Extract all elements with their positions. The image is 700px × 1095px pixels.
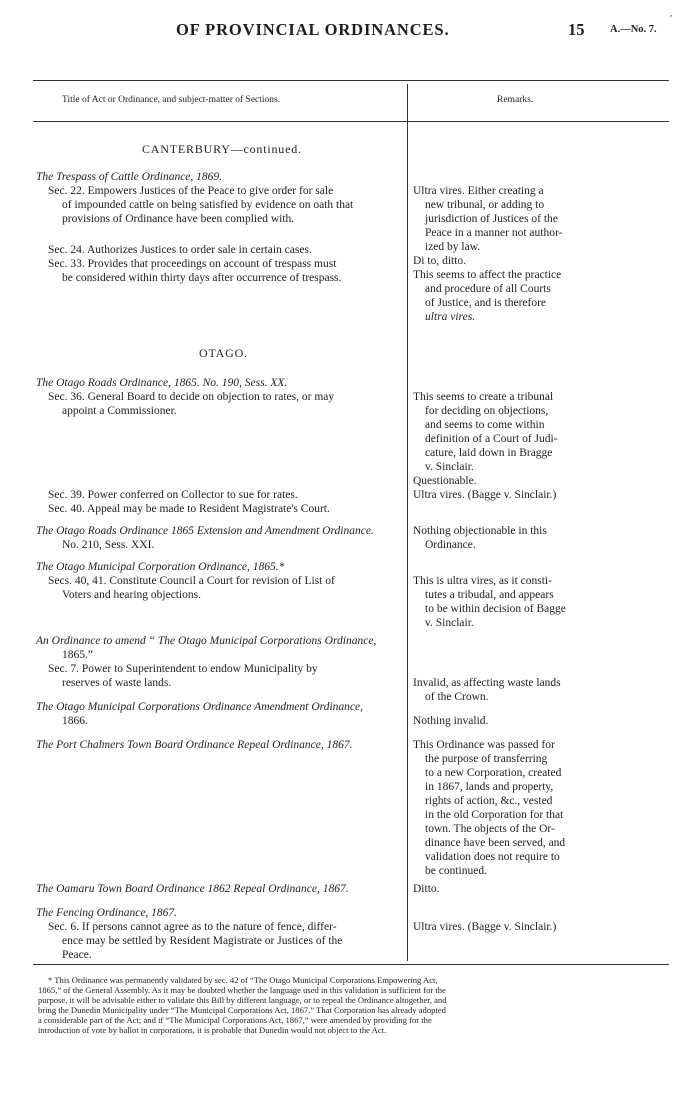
remark-text: of Justice, and is therefore [425,297,547,309]
remark-text: to be within decision of Bagge [425,603,566,615]
section-text: reserves of waste lands. [62,677,172,689]
remark-text: v. Sinclair. [425,461,474,473]
remark-text: dinance have been served, and [425,837,566,849]
remark-text: Ditto. [413,883,440,895]
remark-text: new tribunal, or adding to [425,199,545,211]
ordinance-title: The Oamaru Town Board Ordinance 1862 Repeal Ordinance, 1867. [36,883,349,895]
remark-text: cature, laid down in Bragge [425,447,553,459]
remark-text: in the old Corporation for that [425,809,564,821]
remark-text: This is ultra vires, as it consti- [413,575,552,587]
remark-text: the purpose of transferring [425,753,548,765]
section-text: Sec. 6. If persons cannot agree as to the nature of fence, differ- [48,921,337,933]
section-heading-canterbury: CANTERBURY—continued. [142,142,302,156]
section-text: Secs. 40, 41. Constitute Council a Court for revision of List of [48,575,335,587]
footnote-line: purpose, it will be advisable either to validate this Bill by different language, or to repeal the Ordinance altogether, and [38,995,447,1005]
section-text: Sec. 33. Provides that proceedings on account of trespass must [48,258,337,270]
section-text: Sec. 24. Authorizes Justices to order sale in certain cases. [48,244,312,256]
section-heading-otago: OTAGO. [199,346,248,360]
section-text: Sec. 40. Appeal may be made to Resident Magistrate's Court. [48,503,330,515]
remark-text: Di to, ditto. [413,255,467,267]
remark-text: Invalid, as affecting waste lands [413,677,561,689]
ordinance-title: The Otago Roads Ordinance 1865 Extension and Amendment Ordinance. [36,525,374,537]
remark-text: Nothing invalid. [413,715,489,727]
remark-text: in 1867, lands and property, [425,781,554,793]
column-header-remarks: Remarks. [497,95,534,105]
column-divider [407,84,408,961]
section-text: Sec. 7. Power to Superintendent to endow Municipality by [48,663,318,675]
ordinance-title: The Otago Municipal Corporation Ordinance, 1865.* [36,561,285,573]
remark-text: Questionable. [413,475,477,487]
footnote-line: 1865,” of the General Assembly. As it may be doubted whether the language used in this validation is sufficient for the [38,985,446,995]
footnote-line: a considerable part of the Act; and if “The Municipal Corporations Act, 1867,” were amended by providing for the [38,1015,432,1025]
remark-text: Ultra vires. (Bagge v. Sinclair.) [413,921,557,933]
remark-text: Peace in a manner not author- [425,227,563,239]
ordinance-title: The Port Chalmers Town Board Ordinance Repeal Ordinance, 1867. [36,739,353,751]
remark-text: This seems to create a tribunal [413,391,554,403]
column-header-title: Title of Act or Ordinance, and subject-matter of Sections. [62,95,281,105]
footnote-line: * This Ordinance was permanently validated by sec. 42 of “The Otago Municipal Corporations Empowering Act, [48,975,438,985]
section-text: Sec. 39. Power conferred on Collector to sue for rates. [48,489,298,501]
ordinance-title: The Otago Roads Ordinance, 1865. No. 190, Sess. XX. [36,377,288,389]
footnote-line: bring the Dunedin Municipality under “The Municipal Corporations Act, 1867.” That Corporation has already adopted [38,1005,446,1015]
section-text: appoint a Commissioner. [62,405,177,417]
ordinance-title: An Ordinance to amend “ The Otago Municipal Corporations Ordinance, [36,635,377,647]
ordinance-title: The Trespass of Cattle Ordinance, 1869. [36,171,223,183]
remark-text: Ultra vires. Either creating a [413,185,544,197]
remark-text: of the Crown. [425,691,489,703]
table-bottom-rule [33,964,669,965]
ordinance-title: 1866. [62,715,88,727]
remark-text: validation does not require to [425,851,560,863]
remark-text: Ultra vires. (Bagge v. Sinclair.) [413,489,557,501]
ordinance-title: The Otago Municipal Corporations Ordinance Amendment Ordinance, [36,701,363,713]
ordinance-title: No. 210, Sess. XXI. [62,539,155,551]
section-text: Voters and hearing objections. [62,589,202,601]
remark-text: and procedure of all Courts [425,283,551,295]
running-head [0,14,700,46]
section-text: of impounded cattle on being satisfied by evidence on oath that [62,199,354,211]
remark-text: This seems to affect the practice [413,269,562,281]
ordinance-title: 1865.” [62,649,93,661]
remark-text: town. The objects of the Or- [425,823,555,835]
remark-text: for deciding on objections, [425,405,549,417]
section-text: Sec. 22. Empowers Justices of the Peace to give order for sale [48,185,334,197]
section-text: ence may be settled by Resident Magistrate or Justices of the [62,935,343,947]
remark-text: Nothing objectionable in this [413,525,547,537]
remark-text: tutes a tribudal, and appears [425,589,554,601]
remark-text: rights of action, &c., vested [425,795,553,807]
paper-reference: A.—No. 7. [610,24,657,35]
remark-text: and seems to come within [425,419,545,431]
remark-text: v. Sinclair. [425,617,474,629]
remark-text: Ordinance. [425,539,476,551]
page-number: 15 [568,20,585,39]
footnote-line: introduction of vote by ballot in corporations, it is probable that Dunedin would not object to the Act. [38,1025,387,1035]
table-header-rule [33,121,669,122]
tick-mark: ′ [670,14,673,25]
section-text: provisions of Ordinance have been complied with. [62,213,295,225]
table-top-rule [33,80,669,81]
footnote [38,975,666,1035]
section-text: Peace. [62,949,92,961]
remark-text: be continued. [425,865,487,877]
remark-text: definition of a Court of Judi- [425,433,558,445]
remark-text: ultra vires. [425,311,476,323]
remark-text: jurisdiction of Justices of the [425,213,558,225]
remark-text: ized by law. [425,241,481,253]
section-text: be considered within thirty days after occurrence of trespass. [62,272,342,284]
running-title: OF PROVINCIAL ORDINANCES. [176,20,450,39]
section-text: Sec. 36. General Board to decide on objection to rates, or may [48,391,335,403]
remark-text: This Ordinance was passed for [413,739,555,751]
remark-text: to a new Corporation, created [425,767,562,779]
ordinance-title: The Fencing Ordinance, 1867. [36,907,178,919]
